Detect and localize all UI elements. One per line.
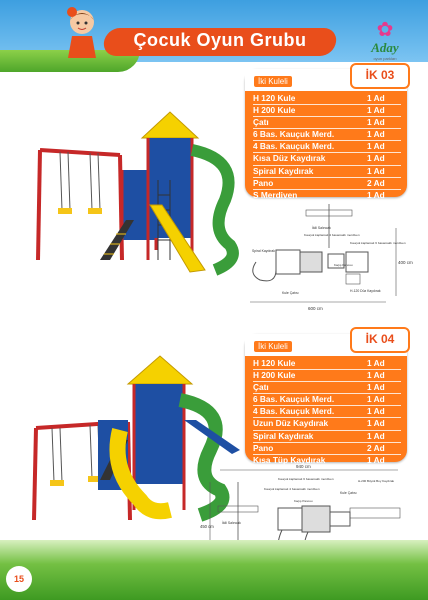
part-qty: 1 Ad bbox=[367, 105, 385, 116]
part-qty: 1 Ad bbox=[367, 141, 385, 152]
list-item bbox=[253, 105, 401, 117]
floor-plan-ik03 bbox=[246, 200, 412, 312]
plan-label: H-120 Düz Kaydırak bbox=[350, 289, 381, 293]
product-type-label: İki Kuleli bbox=[254, 76, 292, 87]
part-qty: 1 Ad bbox=[367, 466, 385, 477]
list-item bbox=[253, 406, 401, 418]
page-title: Çocuk Oyun Grubu bbox=[133, 30, 307, 50]
part-qty: 1 Ad bbox=[367, 394, 385, 405]
plan-label: Kaçış Panosu bbox=[294, 499, 313, 503]
brand-tagline: oyun parkları bbox=[373, 56, 397, 61]
plan-label: Kule Çatısı bbox=[340, 491, 357, 495]
part-name: H 200 Kule bbox=[253, 370, 296, 381]
part-name: 4 Bas. Kauçuk Merd. bbox=[253, 406, 335, 417]
list-item bbox=[253, 141, 401, 153]
part-name: Çatı bbox=[253, 117, 269, 128]
girl-illustration bbox=[60, 6, 104, 62]
list-item bbox=[253, 370, 401, 382]
product-type-label: İki Kuleli bbox=[254, 341, 292, 352]
part-qty: 1 Ad bbox=[367, 430, 385, 441]
playground-illustration-ik03 bbox=[30, 110, 245, 280]
product-code-badge: İK 04 bbox=[350, 327, 410, 353]
list-item bbox=[253, 117, 401, 129]
part-qty: 1 Ad bbox=[367, 201, 385, 212]
list-item bbox=[253, 382, 401, 394]
list-item bbox=[253, 394, 401, 406]
parts-list bbox=[245, 91, 407, 215]
list-item bbox=[253, 418, 401, 430]
plan-label: Kauçuk kaplamalı 4 basamaklı merdiven bbox=[304, 233, 360, 237]
list-item bbox=[253, 166, 401, 178]
page-number: 15 bbox=[6, 566, 32, 592]
part-name: Pano bbox=[253, 442, 274, 453]
part-qty: 1 Ad bbox=[367, 129, 385, 140]
part-name: S Merdiven bbox=[253, 189, 298, 200]
part-name: İkili Salıncak bbox=[253, 466, 303, 477]
part-qty: 1 Ad bbox=[367, 165, 385, 176]
plan-dimension-vertical: 450 cm bbox=[200, 524, 214, 529]
list-item bbox=[253, 93, 401, 105]
plan-dimension-vertical: 400 cm bbox=[398, 260, 413, 265]
part-name: Çatı bbox=[253, 382, 269, 393]
plan-label: İkili Salıncak bbox=[312, 226, 331, 230]
brand-name: Aday bbox=[371, 40, 399, 55]
part-name: Uzun Düz Kaydırak bbox=[253, 418, 329, 429]
part-qty: 2 Ad bbox=[367, 177, 385, 188]
part-name: Pano bbox=[253, 177, 274, 188]
list-item bbox=[253, 358, 401, 370]
plan-label: Kauçuk kaplamalı 6 basamaklı merdiven bbox=[350, 241, 406, 245]
part-qty: 2 Ad bbox=[367, 442, 385, 453]
list-item bbox=[253, 178, 401, 190]
plan-label: Kaçış Panosu bbox=[334, 263, 353, 267]
part-name: H 120 Kule bbox=[253, 358, 296, 368]
list-item bbox=[253, 153, 401, 165]
part-qty: 1 Ad bbox=[367, 117, 385, 128]
plan-label: İkili Salıncak bbox=[222, 521, 241, 525]
footer-grass bbox=[0, 540, 428, 600]
plan-label: H-200 Büyük Boy Kaydırak bbox=[358, 479, 395, 483]
part-name: H 200 Kule bbox=[253, 105, 296, 116]
part-name: 4 Bas. Kauçuk Merd. bbox=[253, 141, 335, 152]
part-qty: 1 Ad bbox=[367, 418, 385, 429]
plan-dimension-horizontal: 940 cm bbox=[296, 464, 311, 469]
part-qty: 1 Ad bbox=[367, 153, 385, 164]
part-name: Kısa Tüp Kaydırak bbox=[253, 454, 326, 465]
part-name: İkili Salıncak bbox=[253, 201, 303, 212]
plan-label: Kauçuk kaplamalı 6 basamaklı merdiven bbox=[278, 477, 334, 481]
part-qty: 1 Ad bbox=[367, 93, 385, 103]
brand-logo bbox=[356, 20, 414, 60]
plan-label: Spiral Kaydırak bbox=[252, 249, 275, 253]
list-item bbox=[253, 431, 401, 443]
plan-label: Kauçuk kaplamalı 4 basamaklı merdiven bbox=[264, 487, 320, 491]
part-qty: 1 Ad bbox=[367, 382, 385, 393]
part-name: 6 Bas. Kauçuk Merd. bbox=[253, 129, 335, 140]
flower-icon: ✿ bbox=[376, 19, 394, 41]
part-qty: 1 Ad bbox=[367, 454, 385, 465]
list-item bbox=[253, 443, 401, 455]
list-item bbox=[253, 129, 401, 141]
part-qty: 1 Ad bbox=[367, 406, 385, 417]
plan-label: Kule Çatısı bbox=[282, 291, 299, 295]
plan-dimension-horizontal: 600 cm bbox=[308, 306, 323, 311]
product-code-badge: İK 03 bbox=[350, 63, 410, 89]
part-name: Spiral Kaydırak bbox=[253, 165, 314, 176]
part-name: 6 Bas. Kauçuk Merd. bbox=[253, 394, 335, 405]
part-qty: 1 Ad bbox=[367, 358, 385, 368]
part-name: H 120 Kule bbox=[253, 93, 296, 103]
part-qty: 1 Ad bbox=[367, 189, 385, 200]
part-qty: 1 Ad bbox=[367, 370, 385, 381]
part-name: Kısa Düz Kaydırak bbox=[253, 153, 326, 164]
part-name: Spiral Kaydırak bbox=[253, 430, 314, 441]
